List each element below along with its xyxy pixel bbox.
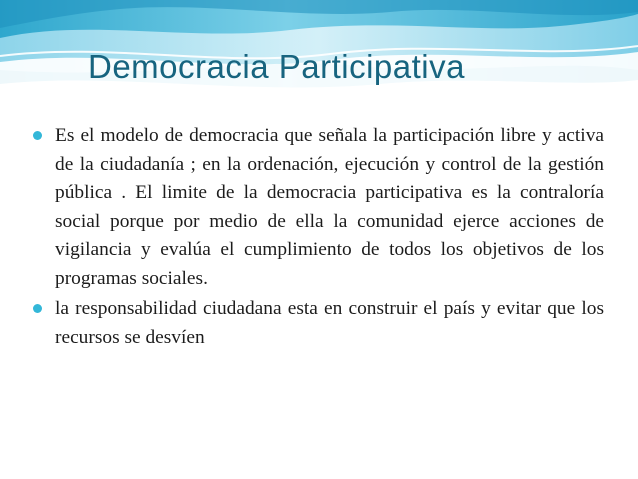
- bullet-list: [30, 122, 604, 354]
- bullet-text: la responsabilidad ciudadana esta en construir el país y evitar que los recursos se desvíen: [55, 298, 604, 348]
- slide-title: Democracia Participativa: [88, 48, 465, 85]
- bullet-dot-icon: [33, 304, 42, 313]
- bullet-item: [30, 122, 604, 293]
- bullet-item: [30, 295, 604, 352]
- bullet-text: Es el modelo de democracia que señala la participación libre y activa de la ciudadanía ; en la ordenación, ejecución y control de la gestión pública . El limite de la democracia participativa es la contraloría social porque por medio de ella la comunidad ejerce acciones de vigilancia y evalúa el cumplimiento de todos los objetivos de los programas sociales.: [55, 125, 604, 289]
- bullet-dot-icon: [33, 131, 42, 140]
